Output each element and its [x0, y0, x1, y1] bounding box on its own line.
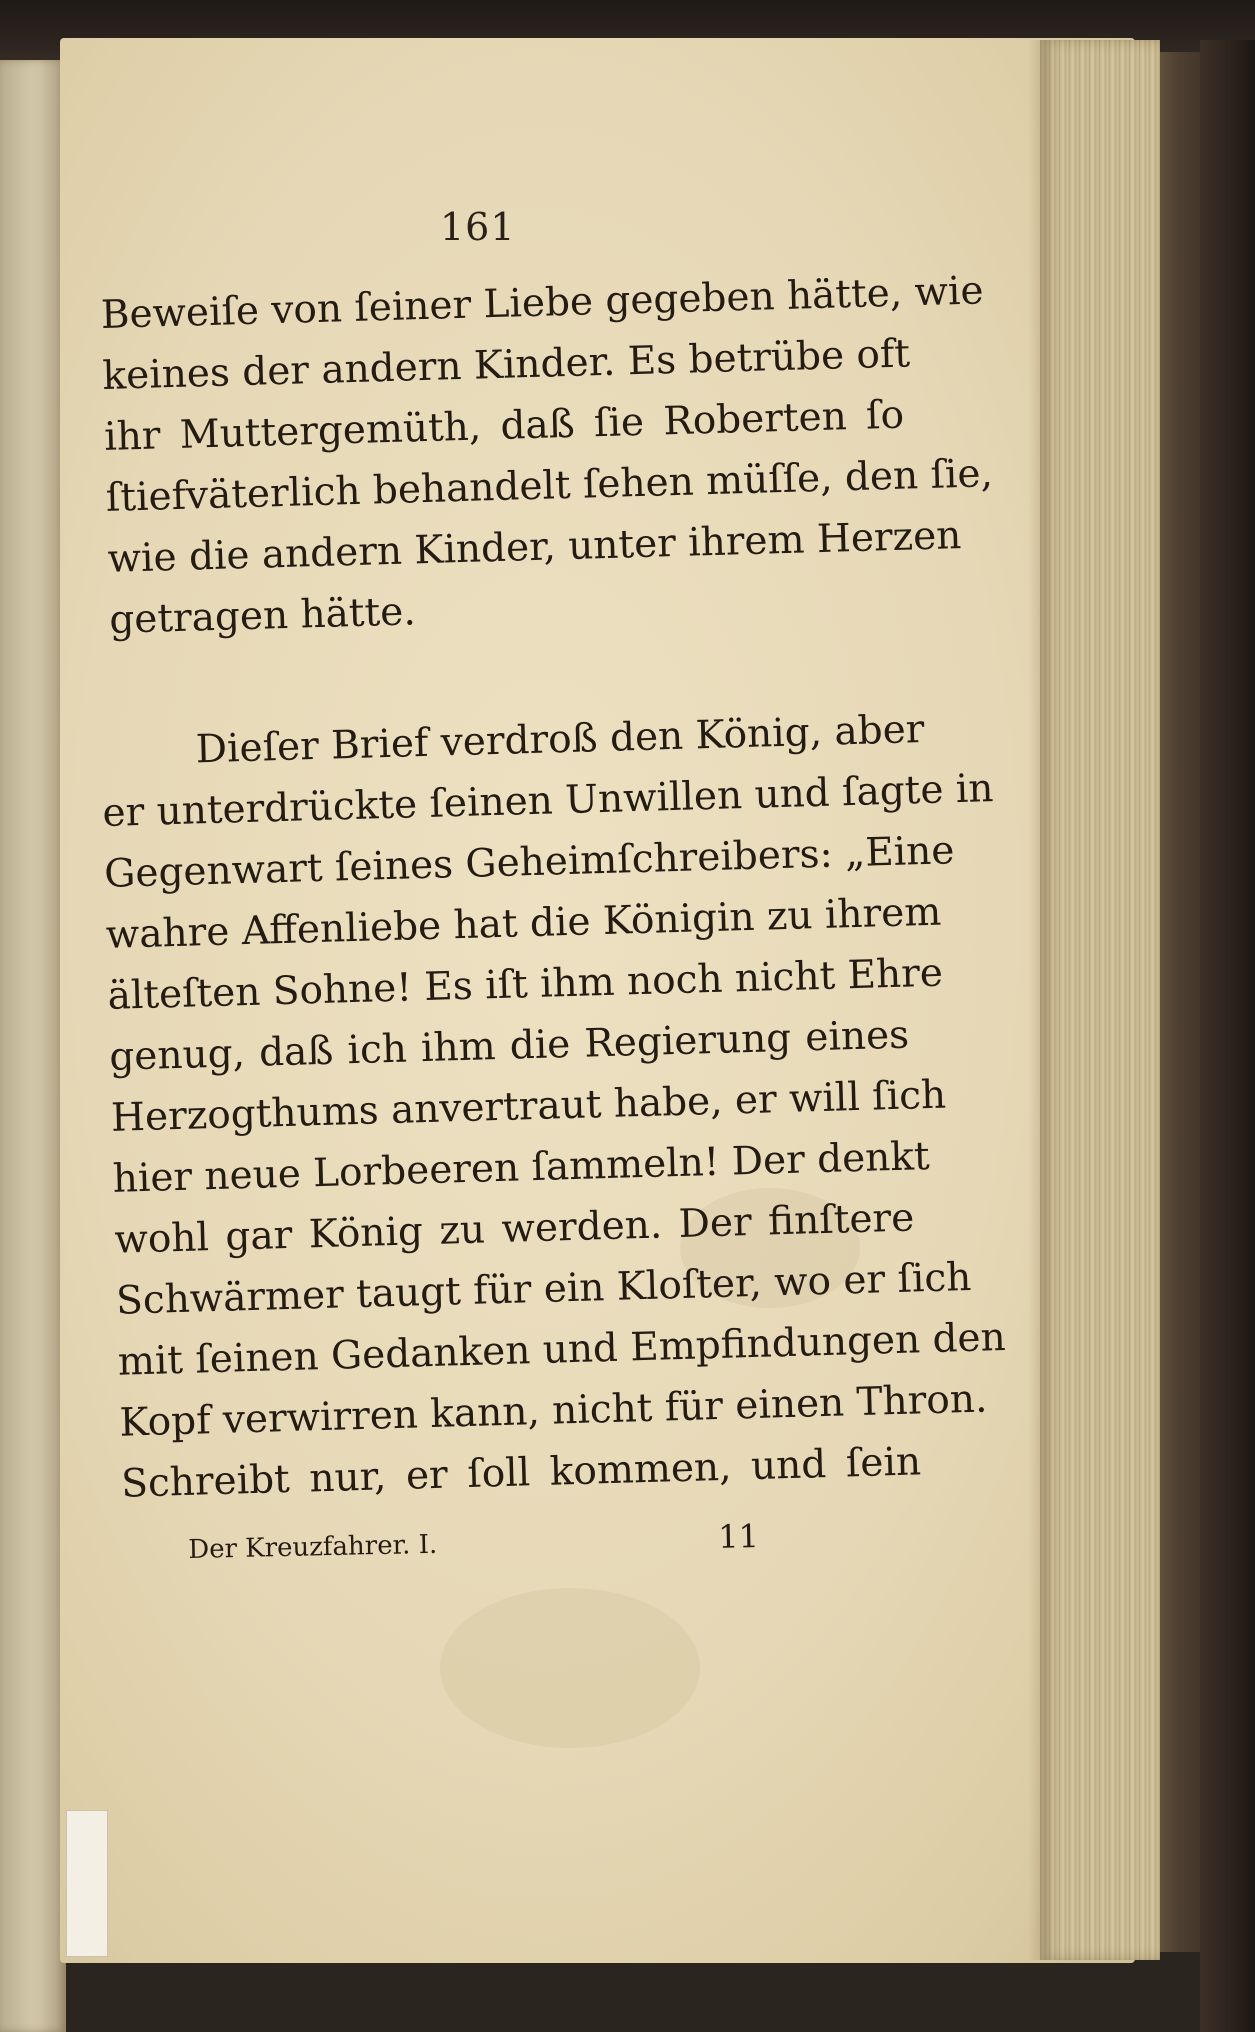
page-number: 161	[440, 205, 516, 249]
paragraph-1	[100, 263, 994, 651]
text-line: Kopf verwirren kann, nicht für einen Thron.	[118, 1376, 988, 1446]
text-line: Schwärmer taugt für ein Kloſter, wo er ſich	[115, 1254, 972, 1324]
paragraph-2	[100, 700, 1007, 1515]
text-line: mit ſeinen Gedanken und Empfindungen den	[117, 1314, 1007, 1385]
text-line: wohl gar König zu werden. Der finſtere	[113, 1195, 915, 1263]
paper-stain	[440, 1588, 700, 1748]
text-line: Herzogthums anvertraut habe, er will ſich	[110, 1072, 947, 1141]
text-line: ihr Muttergemüth, daß ſie Roberten ſo	[103, 392, 905, 460]
text-line: keines der andern Kinder. Es betrübe oft	[101, 331, 911, 399]
text-line: ſtiefväterlich behandelt ſehen müſſe, den ſie,	[105, 451, 994, 521]
text-line: hier neue Lorbeeren ſammeln! Der denkt	[112, 1134, 931, 1202]
footer-book-title: Der Kreuzfahrer. I.	[188, 1529, 438, 1565]
page-stack-edges	[1040, 40, 1160, 1960]
text-line: Beweiſe von ſeiner Liebe gegeben hätte, wie	[100, 268, 985, 338]
text-line: älteſten Sohne! Es iſt ihm noch nicht Ehre	[107, 950, 944, 1019]
text-line: getragen hätte.	[108, 589, 417, 643]
text-line: wie die andern Kinder, unter ihrem Herzen	[107, 513, 962, 582]
text-line: er unterdrückte ſeinen Unwillen und ſagte in	[101, 766, 995, 836]
book-cover-right	[1200, 40, 1255, 2032]
text-line: Gegenwart ſeines Geheimſchreibers: „Eine	[103, 828, 955, 897]
footer-signature-mark: 11	[717, 1517, 760, 1556]
text-line: wahre Affenliebe hat die Königin zu ihrem	[105, 889, 942, 958]
library-label-sticker	[66, 1810, 108, 1957]
text-line: Schreibt nur, er ſoll kommen, und ſein	[120, 1439, 922, 1507]
text-line: genug, daß ich ihm die Regierung eines	[108, 1012, 910, 1080]
text-line: Dieſer Brief verdroß den König, aber	[195, 706, 925, 773]
